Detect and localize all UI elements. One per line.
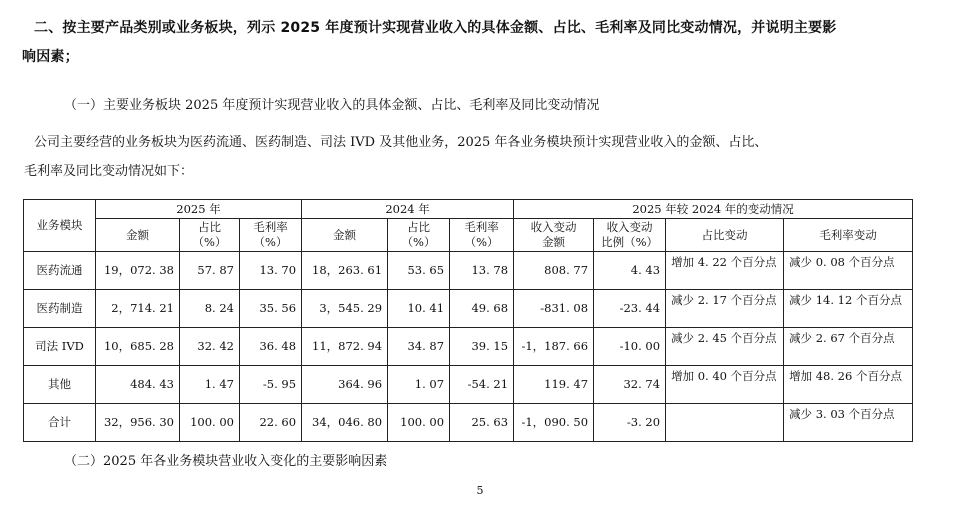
cell-revenue-change: 119. 47 bbox=[514, 366, 594, 404]
header-revenue-change-amount: 收入变动 金额 bbox=[514, 219, 594, 252]
cell-share-2025: 32. 42 bbox=[180, 328, 240, 366]
cell-revenue-change: -1，187. 66 bbox=[514, 328, 594, 366]
cell-amount-2025: 19，072. 38 bbox=[96, 252, 180, 290]
cell-margin-2024: -54. 21 bbox=[450, 366, 514, 404]
cell-module: 合计 bbox=[24, 404, 96, 442]
subheading-1: （一）主要业务板块 2025 年度预计实现营业收入的具体金额、占比、毛利率及同比变动情况 bbox=[64, 98, 600, 113]
section-heading-line1: 二、按主要产品类别或业务板块，列示 2025 年度预计实现营业收入的具体金额、占比、毛利率及同比变动情况，并说明主要影 bbox=[34, 20, 837, 36]
cell-share-2024: 1. 07 bbox=[388, 366, 450, 404]
cell-share-2025: 100. 00 bbox=[180, 404, 240, 442]
cell-margin-2025: 36. 48 bbox=[240, 328, 302, 366]
cell-margin-2025: -5. 95 bbox=[240, 366, 302, 404]
cell-share-2025: 57. 87 bbox=[180, 252, 240, 290]
cell-share-change: 减少 2. 45 个百分点 bbox=[666, 328, 784, 366]
cell-module: 其他 bbox=[24, 366, 96, 404]
header-group-2024: 2024 年 bbox=[302, 200, 514, 219]
cell-share-change: 增加 0. 40 个百分点 bbox=[666, 366, 784, 404]
cell-margin-change: 减少 14. 12 个百分点 bbox=[784, 290, 913, 328]
cell-revenue-change: -831. 08 bbox=[514, 290, 594, 328]
cell-revenue-change: 808. 77 bbox=[514, 252, 594, 290]
cell-share-2024: 34. 87 bbox=[388, 328, 450, 366]
cell-module: 医药流通 bbox=[24, 252, 96, 290]
cell-amount-2024: 3，545. 29 bbox=[302, 290, 388, 328]
header-margin-2025: 毛利率 （%） bbox=[240, 219, 302, 252]
cell-amount-2024: 18，263. 61 bbox=[302, 252, 388, 290]
subheading-2: （二）2025 年各业务模块营业收入变化的主要影响因素 bbox=[64, 454, 388, 469]
intro-paragraph-line2: 毛利率及同比变动情况如下： bbox=[24, 164, 194, 179]
cell-revenue-change: -1，090. 50 bbox=[514, 404, 594, 442]
cell-amount-2024: 364. 96 bbox=[302, 366, 388, 404]
cell-revenue-ratio: -23. 44 bbox=[594, 290, 666, 328]
revenue-table bbox=[23, 199, 913, 442]
header-group-2025: 2025 年 bbox=[96, 200, 302, 219]
cell-margin-2025: 35. 56 bbox=[240, 290, 302, 328]
cell-share-2025: 8. 24 bbox=[180, 290, 240, 328]
cell-margin-2024: 39. 15 bbox=[450, 328, 514, 366]
cell-margin-change: 减少 3. 03 个百分点 bbox=[784, 404, 913, 442]
cell-revenue-ratio: 32. 74 bbox=[594, 366, 666, 404]
cell-share-change bbox=[666, 404, 784, 442]
cell-margin-2025: 13. 70 bbox=[240, 252, 302, 290]
cell-amount-2024: 34，046. 80 bbox=[302, 404, 388, 442]
header-group-change: 2025 年较 2024 年的变动情况 bbox=[514, 200, 913, 219]
header-revenue-change-ratio: 收入变动 比例（%） bbox=[594, 219, 666, 252]
intro-paragraph bbox=[24, 128, 914, 186]
cell-amount-2025: 10，685. 28 bbox=[96, 328, 180, 366]
cell-margin-2024: 49. 68 bbox=[450, 290, 514, 328]
cell-share-2024: 100. 00 bbox=[388, 404, 450, 442]
table-row bbox=[24, 290, 913, 328]
cell-amount-2025: 32，956. 30 bbox=[96, 404, 180, 442]
cell-amount-2025: 2，714. 21 bbox=[96, 290, 180, 328]
cell-margin-change: 减少 0. 08 个百分点 bbox=[784, 252, 913, 290]
header-margin-change: 毛利率变动 bbox=[784, 219, 913, 252]
table-row bbox=[24, 252, 913, 290]
header-module: 业务模块 bbox=[24, 200, 96, 252]
header-amount-2024: 金额 bbox=[302, 219, 388, 252]
cell-margin-change: 减少 2. 67 个百分点 bbox=[784, 328, 913, 366]
page-number: 5 bbox=[476, 484, 484, 497]
header-share-2024: 占比 （%） bbox=[388, 219, 450, 252]
cell-margin-change: 增加 48. 26 个百分点 bbox=[784, 366, 913, 404]
cell-margin-2024: 25. 63 bbox=[450, 404, 514, 442]
table-row bbox=[24, 366, 913, 404]
cell-share-2024: 53. 65 bbox=[388, 252, 450, 290]
cell-revenue-ratio: -10. 00 bbox=[594, 328, 666, 366]
cell-margin-2024: 13. 78 bbox=[450, 252, 514, 290]
cell-module: 医药制造 bbox=[24, 290, 96, 328]
table-row-total bbox=[24, 404, 913, 442]
section-heading-line2: 响因素； bbox=[22, 49, 79, 65]
header-share-change: 占比变动 bbox=[666, 219, 784, 252]
cell-margin-2025: 22. 60 bbox=[240, 404, 302, 442]
cell-share-change: 增加 4. 22 个百分点 bbox=[666, 252, 784, 290]
cell-revenue-ratio: 4. 43 bbox=[594, 252, 666, 290]
header-share-2025: 占比 （%） bbox=[180, 219, 240, 252]
cell-amount-2024: 11，872. 94 bbox=[302, 328, 388, 366]
cell-share-2024: 10. 41 bbox=[388, 290, 450, 328]
cell-share-2025: 1. 47 bbox=[180, 366, 240, 404]
cell-share-change: 减少 2. 17 个百分点 bbox=[666, 290, 784, 328]
cell-amount-2025: 484. 43 bbox=[96, 366, 180, 404]
header-margin-2024: 毛利率 （%） bbox=[450, 219, 514, 252]
table-row bbox=[24, 328, 913, 366]
cell-revenue-ratio: -3. 20 bbox=[594, 404, 666, 442]
header-amount-2025: 金额 bbox=[96, 219, 180, 252]
cell-module: 司法 IVD bbox=[24, 328, 96, 366]
intro-paragraph-line1: 公司主要经营的业务板块为医药流通、医药制造、司法 IVD 及其他业务，2025 年各业务模块预计实现营业收入的金额、占比、 bbox=[34, 135, 768, 150]
section-heading bbox=[22, 14, 930, 72]
